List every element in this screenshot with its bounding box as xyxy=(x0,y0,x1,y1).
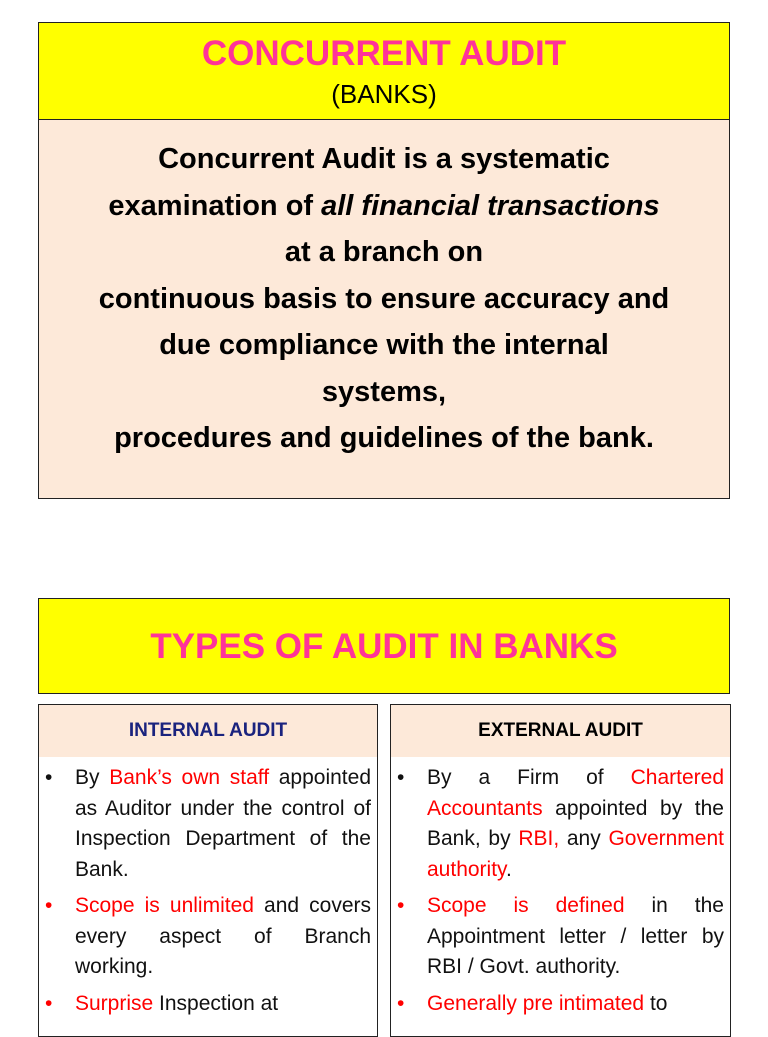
bullet-icon: • xyxy=(397,991,405,1015)
internal-audit-list xyxy=(39,757,377,1019)
definition-emphasis: all financial transactions xyxy=(321,189,660,222)
bullet-text: By xyxy=(75,766,110,789)
bullet-highlight: RBI, xyxy=(518,827,560,850)
bullet-text: and covers every aspect of Branch working. xyxy=(75,894,372,978)
definition-line-7: procedures and guidelines of the bank. xyxy=(114,422,654,454)
list-item xyxy=(391,763,724,885)
definition-line-2-text: examination of xyxy=(108,189,322,222)
bullet-highlight: Bank’s own staff xyxy=(109,766,270,789)
bullet-highlight: Surprise xyxy=(75,991,154,1015)
external-audit-heading: EXTERNAL AUDIT xyxy=(390,704,731,758)
bullet-text: . xyxy=(506,857,512,881)
list-item xyxy=(39,891,371,983)
definition-line-4: continuous basis to ensure accuracy and xyxy=(98,282,670,315)
bullet-text: to xyxy=(644,991,668,1015)
slide1-header xyxy=(38,22,730,120)
definition-box xyxy=(38,119,730,499)
list-item xyxy=(39,989,371,1020)
bullet-icon: • xyxy=(45,991,53,1015)
list-item xyxy=(391,989,724,1020)
bullet-text: appointed by the Bank, by xyxy=(427,796,724,850)
bullet-icon: • xyxy=(397,894,405,917)
list-item xyxy=(39,763,371,885)
internal-audit-heading: INTERNAL AUDIT xyxy=(38,704,378,758)
external-audit-column xyxy=(390,757,731,1037)
bullet-text: By a Firm of xyxy=(427,766,631,789)
bullet-highlight: Government authority xyxy=(427,827,724,881)
external-audit-list xyxy=(391,757,730,1019)
bullet-icon: • xyxy=(397,766,405,789)
bullet-highlight: Generally pre intimated xyxy=(427,991,645,1015)
slide2-header xyxy=(38,598,730,694)
bullet-text: Inspection at xyxy=(153,991,279,1015)
bullet-text: any xyxy=(559,827,609,850)
bullet-icon: • xyxy=(45,766,53,789)
definition-line-5: due compliance with the internal xyxy=(159,329,609,361)
bullet-text: appointed as Auditor under the control of Inspection Department of the Bank. xyxy=(75,766,372,881)
bullet-highlight: Scope is defined xyxy=(427,894,625,917)
slide1-subtitle: (BANKS) xyxy=(331,79,437,109)
list-item xyxy=(391,891,724,983)
slide1-title: CONCURRENT AUDIT xyxy=(201,34,567,73)
bullet-icon: • xyxy=(45,894,53,917)
slide2-title: TYPES OF AUDIT IN BANKS xyxy=(150,627,618,666)
definition-line-3: at a branch on xyxy=(284,236,484,268)
definition-line-1: Concurrent Audit is a systematic xyxy=(158,143,610,175)
bullet-text: in the Appointment letter / letter by RBI / Govt. authority. xyxy=(427,894,724,978)
internal-audit-column xyxy=(38,757,378,1037)
definition-line-6: systems, xyxy=(321,375,447,408)
definition-line-2 xyxy=(39,183,729,230)
bullet-highlight: Scope is unlimited xyxy=(75,894,254,917)
bullet-highlight: Chartered Accountants xyxy=(427,766,724,820)
